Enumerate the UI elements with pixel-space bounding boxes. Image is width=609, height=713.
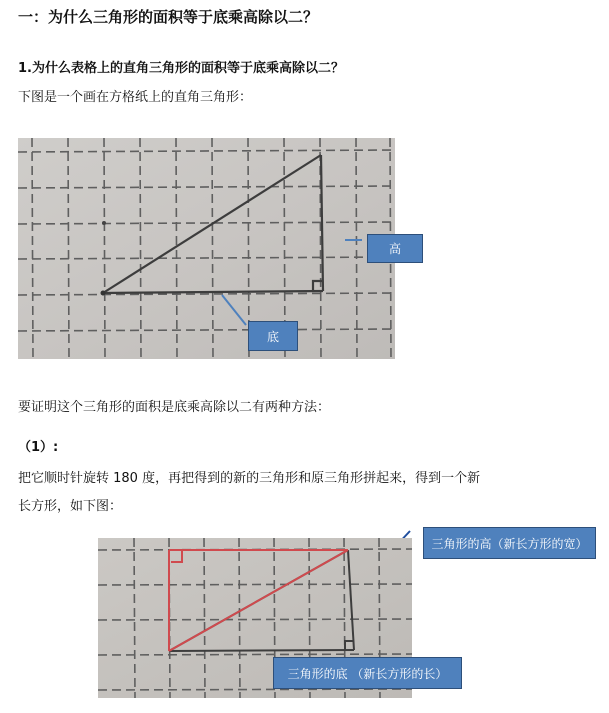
callout-rect-base: 三角形的底 （新长方形的长） <box>273 657 462 689</box>
main-heading: 一：为什么三角形的面积等于底乘高除以二？ <box>18 8 319 26</box>
callout-rect-height: 三角形的高（新长方形的宽） <box>423 527 596 559</box>
method-1-line-2: 长方形，如下图： <box>18 499 123 514</box>
method-1-line-1: 把它顺时针旋转 180 度，再把得到的新的三角形和原三角形拼起来，得到一个新 <box>18 471 481 486</box>
method-1-title: （1）: <box>18 440 59 455</box>
callout-base: 底 <box>248 321 298 351</box>
callout-height: 高 <box>367 234 423 263</box>
proof-intro-text: 要证明这个三角形的面积是底乘高除以二有两种方法： <box>18 400 331 415</box>
sub-heading: 1.为什么表格上的直角三角形的面积等于底乘高除以二？ <box>18 61 344 76</box>
intro-text: 下图是一个画在方格纸上的直角三角形： <box>18 90 253 105</box>
